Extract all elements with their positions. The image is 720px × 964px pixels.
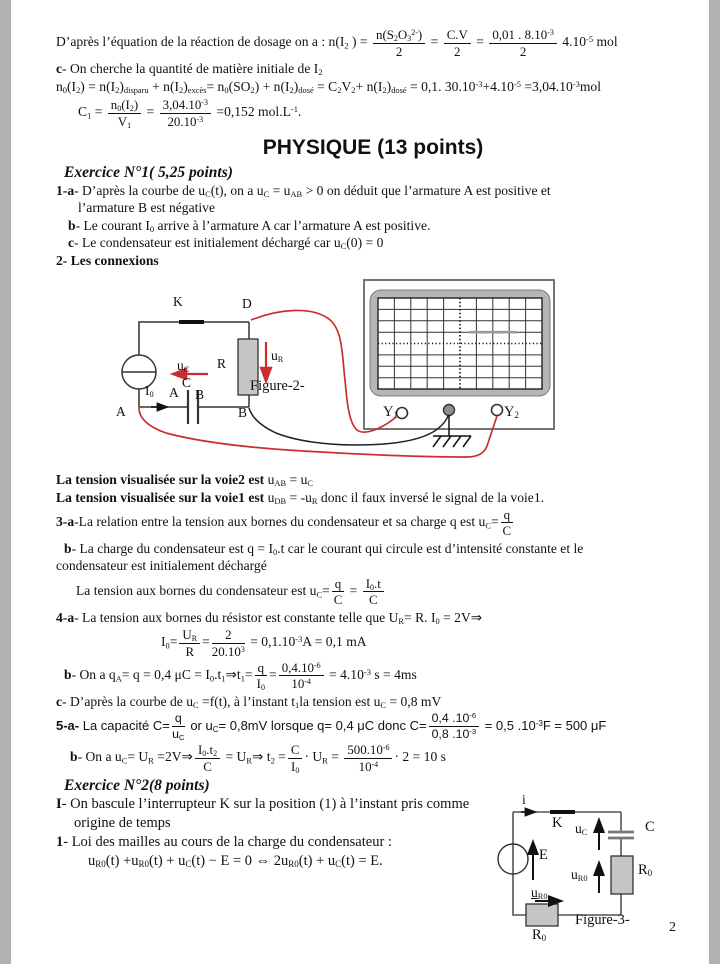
oscilloscope bbox=[364, 280, 554, 447]
ex2-i-line1: I- On bascule l’interrupteur K sur la position (1) à l’instant pris comme bbox=[56, 796, 470, 813]
q4c-line: c- D’après la courbe de $u_C =f(t)$, à l’instant $t_1la$ tension est $u_C = 0,8$ mV bbox=[56, 693, 442, 710]
fig3-label-k: K bbox=[552, 815, 563, 831]
fig2-caption: Figure-2- bbox=[250, 378, 305, 395]
document-page bbox=[11, 0, 709, 964]
q5b-line: b- On a $u_C= U_R$ =2V⇒ $\frac{I_0.t_2}{C}$ = $U_R\Rightarrow$ $t_2$ = $\frac{C}{I_0}$ · $U_R$ = $\frac{500.10^{-6}}{10^{-4}}$ · 2 = 10 s bbox=[70, 741, 446, 775]
page-content bbox=[56, 26, 690, 871]
q4a-equation: $I_0=$ $\frac{U_R}{R}$ = $\frac{2}{20.10^3}$ = $0,1.10^{-3}A = 0,1$ mA bbox=[161, 627, 367, 659]
fig3-label-uc: $u_C$ bbox=[575, 821, 588, 838]
chem-line-n0: $n_0(I_2) = n(I_2)_{disparu} + n(I_2)_{excès}= n_0(SO_2) + n(I_2)_{dosé} = C_2V_2+ n(I_2)_{dosé} = 0,1$. $30.10^{-3}+4.10^{-5} =3,04.10^{-3}mol$ bbox=[56, 78, 601, 95]
fig2-label-ur: $u_R$ bbox=[271, 348, 284, 365]
exercice2-title: Exercice N°2(8 points) bbox=[64, 777, 210, 795]
ex2-i-line2: origine de temps bbox=[74, 815, 171, 832]
q5a-line: 5-a- La capacité C= $\frac{q}{u_C}$ or $u_C= 0,8mV$ lorsque q= 0,4 μC donc C= $\frac{0,4 .10^{-6}}{0,8 .10^{-3}}$ = 0,5 $.10^{-3}F = 500$ μF bbox=[56, 711, 607, 742]
ex1-1a-line2: l’armature B est négative bbox=[78, 200, 216, 216]
fig2-label-r: R bbox=[217, 356, 227, 372]
ex1-q2-connexions: 2- Les connexions bbox=[56, 252, 159, 268]
q3a-line: 3-a-La relation entre la tension aux bornes du condensateur et sa charge q est $u_C=$ $\frac{q}{C}$ bbox=[56, 506, 512, 539]
resistor-r0-right bbox=[611, 856, 633, 894]
voie1-line: La tension visualisée sur la voie1 est $u_{DB} = -u_R$ donc il faux inversé le signal de la voie1. bbox=[56, 489, 545, 506]
fig3-label-c: C bbox=[645, 819, 655, 835]
chem-line-c: c- On cherche la quantité de matière initiale de $I_2$ bbox=[56, 61, 323, 78]
q4b-line: b- On a $q_A= q = 0,4$ $\mu C = I_0.t_1\Rightarrow t_1=$ $\frac{q}{I_0}$ = $\frac{0,4.10^{-6}}{10^{-4}}$ = $4.10^{-3}$ s = 4ms bbox=[64, 659, 417, 693]
wire-loop bbox=[513, 812, 621, 915]
voie2-line: La tension visualisée sur la voie2 est $u_{AB} = u_C$ bbox=[56, 472, 313, 489]
fig2-label-d: D bbox=[242, 296, 252, 312]
fig3-label-e: E bbox=[539, 847, 548, 863]
fig3-label-i: i bbox=[522, 792, 526, 807]
fig2-label-uc: $u_C$ bbox=[177, 358, 190, 375]
exercice2-block bbox=[56, 795, 508, 871]
fig3-label-ur0-bottom: $u_{R0}$ bbox=[531, 885, 548, 902]
ex1-1c: c- Le condensateur est initialement déchargé car $u_C(0) = 0$ bbox=[68, 235, 384, 252]
ex1-1b: b- Le courant $I_0$ arrive à l’armature A car l’armature A est positive. bbox=[68, 217, 431, 234]
figure-3 bbox=[483, 792, 711, 960]
fig2-label-y1: $Y_1$ bbox=[383, 404, 398, 421]
fig2-label-a-plate: A bbox=[169, 385, 179, 401]
q3b-line1: b- La charge du condensateur est $q = I_0.t$ car le courant qui circule est d’intensité constante et le bbox=[64, 541, 584, 558]
terminal-y2 bbox=[492, 405, 503, 416]
page-number: 2 bbox=[669, 920, 676, 935]
figure-3-svg bbox=[483, 792, 711, 960]
fig2-label-y2: $Y_2$ bbox=[504, 404, 519, 421]
fig2-label-b: B bbox=[238, 405, 248, 421]
fig2-label-i0: $I_0$ bbox=[145, 383, 154, 400]
q3b-tension-eq: La tension aux bornes du condensateur est $u_C=$ $\frac{q}{C}$ = $\frac{I_0.t}{C}$ bbox=[76, 577, 690, 607]
fig2-label-c: C bbox=[182, 375, 192, 391]
ex1-1a-line1: 1-a- D’après la courbe de $u_C(t)$, on a $u_C = u_{AB} > 0$ on déduit que l’armature A est positive et bbox=[56, 183, 551, 200]
chem-dosage-equation: D’après l’équation de la réaction de dosage on a : $n(I_2$ ) = $\frac{n(S_2O_3^{2-})}{2}$ = $\frac{C.V}{2}$ = $\frac{0,01 . 8.10^{-3}}{2}$ $4.10^{-5}$ mol bbox=[56, 27, 618, 59]
q4a-line: 4-a- La tension aux bornes du résistor est constante telle que $U_R= R$. $I_0$ = 2V⇒ bbox=[56, 609, 483, 627]
terminal-y1 bbox=[397, 408, 408, 419]
terminal-ground bbox=[444, 405, 455, 416]
section-heading-physique: PHYSIQUE (13 points) bbox=[262, 136, 484, 160]
fig3-label-ur0-right: $u_{R0}$ bbox=[571, 867, 588, 884]
resistor-r0-bottom bbox=[526, 904, 558, 926]
fig3-label-r0-bottom: $R_0$ bbox=[532, 927, 547, 944]
circuit-wires bbox=[513, 812, 621, 915]
fig3-caption: Figure-3- bbox=[575, 912, 630, 928]
fig2-label-a: A bbox=[116, 404, 126, 420]
fig2-label-b-plate: B bbox=[195, 387, 205, 403]
fig3-label-r0-right: $R_0$ bbox=[638, 862, 653, 879]
figure-2 bbox=[111, 275, 571, 467]
q3b-line2: condensateur est initialement déchargé bbox=[56, 558, 267, 574]
exercice1-title: Exercice N°1( 5,25 points) bbox=[64, 164, 233, 182]
fig2-label-k: K bbox=[173, 294, 183, 310]
ex2-mesh-equation: $u_{R0}(t) +u_{R0}(t) + u_C(t) - E = 0$ ⇔ $2u_{R0}(t) + u_C(t) = E$. bbox=[88, 853, 383, 870]
chem-line-c1: $C_1$ = $\frac{n_0(I_2)}{V_1}$ = $\frac{3,04.10^{-3}}{20.10^{-3}}$ =0,152 $mol.L^{-1}$. bbox=[78, 96, 302, 130]
ex2-q1-line: 1- Loi des mailles au cours de la charge du condensateur : bbox=[56, 834, 392, 851]
wire-top bbox=[139, 322, 249, 355]
